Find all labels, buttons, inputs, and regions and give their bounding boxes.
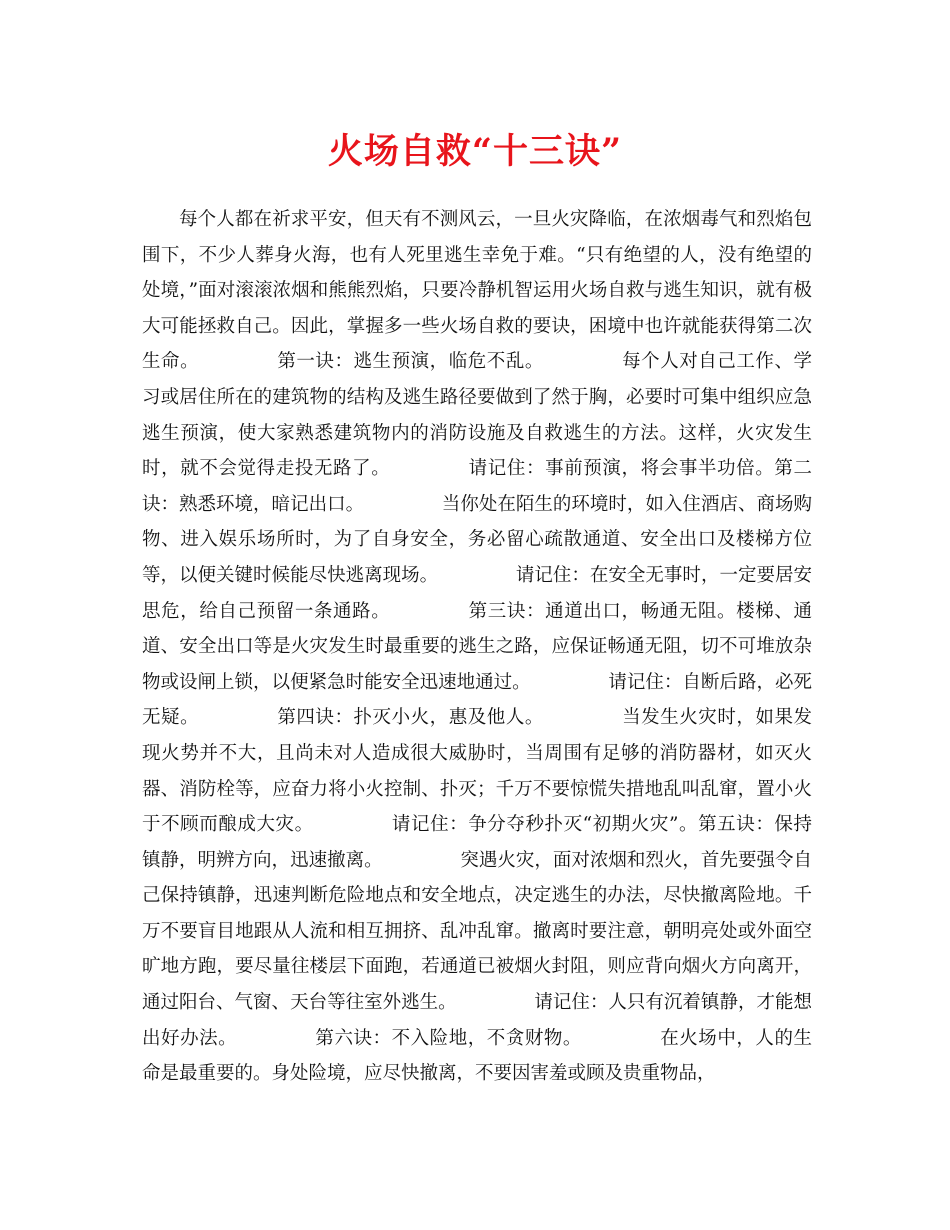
- body-paragraph: [142, 202, 812, 1092]
- intro-text: 每个人都在祈求平安，但天有不测风云，一旦火灾降临，在浓烟毒气和烈焰包围下，不少人葬身火海，也有人死里逃生幸免于难。“只有绝望的人，没有绝望的处境，”面对滚滚浓烟和熊熊烈焰，只要冷静机智运用火场自救与逃生知识，就有极大可能拯救自己。因此，掌握多一些火场自救的要诀，困境中也许就能获得第二次生命。: [142, 209, 812, 373]
- tip-5-reminder: 请记住：人只有沉着镇静，才能想出好办法。: [142, 992, 812, 1049]
- tip-6-body: 在火场中，人的生命是最重要的。身处险境，应尽快撤离，不要因害羞或顾及贵重物品，: [142, 1027, 812, 1085]
- tip-5-body: 突遇火灾，面对浓烟和烈火，首先要强令自己保持镇静，迅速判断危险地点和安全地点，决定逃生的办法，尽快撤离险地。千万不要盲目地跟从人流和相互拥挤、乱冲乱窜。撤离时要注意，朝明亮处或外面空旷地方跑，要尽量往楼层下面跑，若通道已被烟火封阻，则应背向烟火方向离开，通过阳台、气窗、天台等往室外逃生。: [142, 849, 812, 1014]
- document-title: 火场自救“十三诀”: [327, 131, 623, 172]
- tip-6-heading: 第六诀：不入险地，不贪财物。: [314, 1027, 582, 1049]
- tip-2-heading: 第二诀：熟悉环境，暗记出口。: [142, 458, 812, 515]
- tip-4-body: 当发生火灾时，如果发现火势并不大，且尚未对人造成很大威胁时，当周围有足够的消防器材，如灭火器、消防栓等，应奋力将小火控制、扑灭；千万不要惊慌失措地乱叫乱窜，置小火于不顾而酿成大灾。: [142, 707, 812, 836]
- tip-3-reminder: 请记住：自断后路，必死无疑。: [142, 671, 812, 729]
- tip-1-body: 每个人对自己工作、学习或居住所在的建筑物的结构及逃生路径要做到了然于胸，必要时可集中组织应急逃生预演，使大家熟悉建筑物内的消防设施及自救逃生的方法。这样，火灾发生时，就不会觉得走投无路了。: [142, 351, 812, 480]
- tip-1-reminder: 请记住：事前预演，将会事半功倍。: [468, 458, 775, 480]
- tip-2-body: 当你处在陌生的环境时，如入住酒店、商场购物、进入娱乐场所时，为了自身安全，务必留心疏散通道、安全出口及楼梯方位等，以便关键时候能尽快逃离现场。: [142, 493, 812, 586]
- tip-1-heading: 第一诀：逃生预演，临危不乱。: [276, 351, 544, 373]
- tip-3-heading: 第三诀：通道出口，畅通无阻。: [468, 600, 737, 622]
- tip-5-heading: 第五诀：保持镇静，明辨方向，迅速撤离。: [142, 814, 812, 871]
- tip-3-body: 楼梯、通道、安全出口等是火灾发生时最重要的逃生之路，应保证畅通无阻，切不可堆放杂物或设闸上锁，以便紧急时能安全迅速地通过。: [142, 600, 812, 693]
- tip-2-reminder: 请记住：在安全无事时，一定要居安思危，给自己预留一条通路。: [142, 564, 812, 622]
- tip-4-reminder: 请记住：争分夺秒扑灭“初期火灾”。: [391, 814, 699, 836]
- tip-4-heading: 第四诀：扑灭小火，惠及他人。: [276, 707, 544, 729]
